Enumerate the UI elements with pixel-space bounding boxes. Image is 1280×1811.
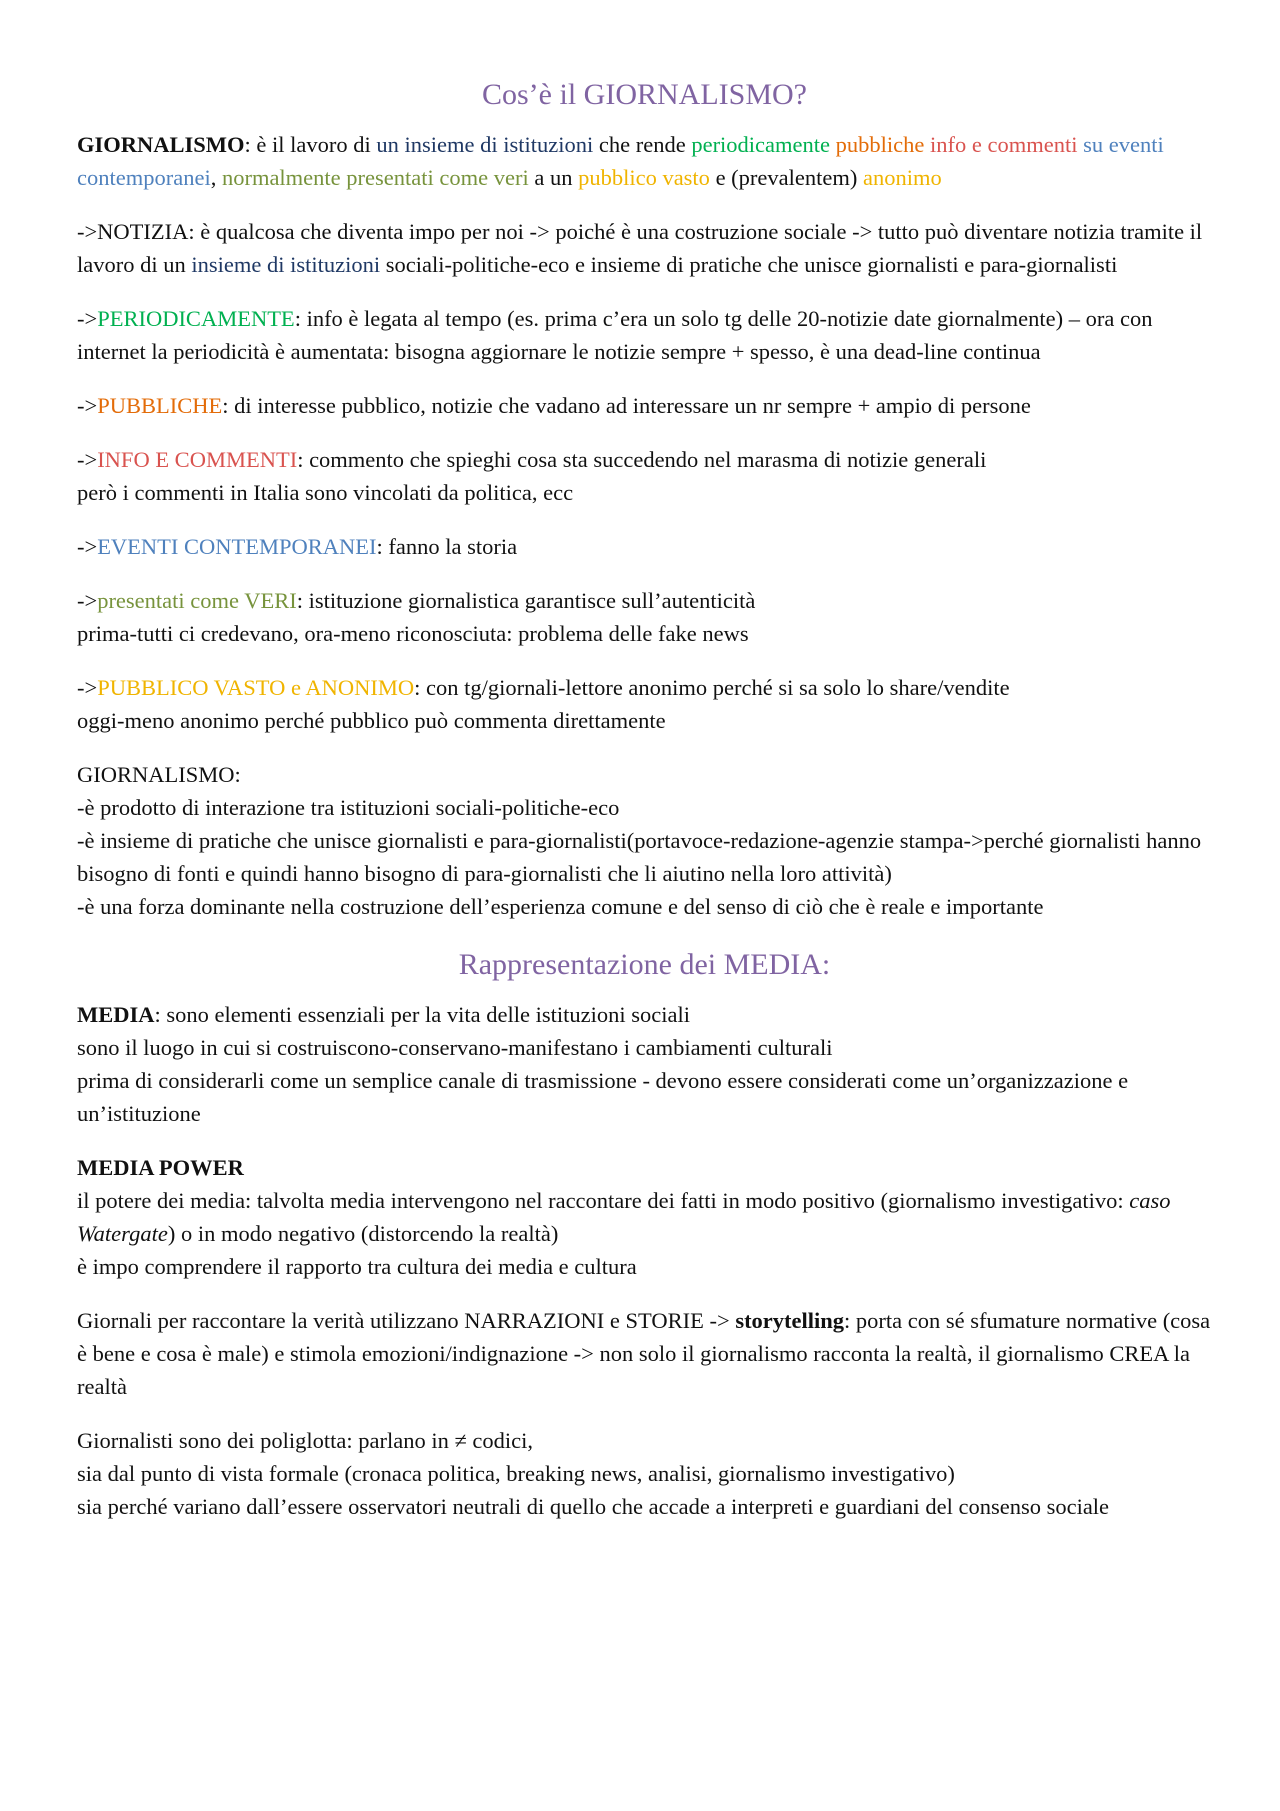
poliglotta-paragraph: Giornalisti sono dei poliglotta: parlano in ≠ codici, sia dal punto di vista formale (cronaca politica, breaking news, analisi, giornalismo investigativo) sia perché variano dall’essere osservatori neutrali di quello che accade a interpreti e guardiani del consenso sociale bbox=[77, 1428, 1110, 1519]
periodicamente-paragraph: ->PERIODICAMENTE: info è legata al tempo (es. prima c’era un solo tg delle 20-notizie date giornalmente) – ora con internet la periodicità è aumentata: bisogna aggiornare le notizie sempre + spesso, è una dead-line continua bbox=[77, 306, 1153, 364]
notizia-paragraph: ->NOTIZIA: è qualcosa che diventa impo per noi -> poiché è una costruzione sociale -> tutto può diventare notizia tramite il lavoro di un insieme di istituzioni sociali-politiche-eco e insieme di pratiche che unisce giornalisti e para-giornalisti bbox=[77, 219, 1203, 277]
highlight-istituzioni-2: insieme di istituzioni bbox=[191, 252, 381, 277]
info-paragraph: ->INFO E COMMENTI: commento che spieghi cosa sta succedendo nel marasma di notizie generali però i commenti in Italia sono vincolati da politica, ecc bbox=[77, 447, 987, 505]
eventi-key: EVENTI CONTEMPORANEI bbox=[97, 534, 377, 559]
veri-key: presentati come VERI bbox=[97, 588, 297, 613]
media-power-paragraph: MEDIA POWER il potere dei media: talvolta media intervengono nel raccontare dei fatti in modo positivo (giornalismo investigativo: caso Watergate) o in modo negativo (distorcendo la realtà) è impo comprendere il rapporto tra cultura dei media e cultura bbox=[77, 1151, 1212, 1283]
storytelling-term: storytelling bbox=[735, 1308, 845, 1333]
eventi-paragraph: ->EVENTI CONTEMPORANEI: fanno la storia bbox=[77, 534, 518, 559]
highlight-eventi: su eventi contemporanei bbox=[77, 132, 1164, 190]
media-power-heading: MEDIA POWER bbox=[77, 1155, 244, 1180]
highlight-pubblico-vasto: pubblico vasto bbox=[578, 165, 710, 190]
highlight-anonimo: anonimo bbox=[862, 165, 942, 190]
vasto-key: PUBBLICO VASTO e ANONIMO bbox=[97, 675, 415, 700]
watergate-reference: caso Watergate bbox=[77, 1188, 1171, 1246]
definition-paragraph: GIORNALISMO: è il lavoro di un insieme di istituzioni che rende periodicamente pubbliche info e commenti su eventi contemporanei, normalmente presentati come veri a un pubblico vasto e (prevalentem) anonimo bbox=[77, 132, 1164, 190]
document-content bbox=[77, 74, 1212, 1544]
storytelling-paragraph: Giornali per raccontare la verità utilizzano NARRAZIONI e STORIE -> storytelling: porta con sé sfumature normative (cosa è bene e cosa è male) e stimola emozioni/indignazione -> non solo il giornalismo racconta la realtà, il giornalismo CREA la realtà bbox=[77, 1308, 1211, 1399]
highlight-istituzioni: un insieme di istituzioni bbox=[376, 132, 594, 157]
definition-term: GIORNALISMO bbox=[77, 132, 245, 157]
media-paragraph: MEDIA: sono elementi essenziali per la vita delle istituzioni sociali sono il luogo in cui si costruiscono-conservano-manifestano i cambiamenti culturali prima di considerarli come un semplice canale di trasmissione - devono essere considerati come un’organizzazione e un’istituzione bbox=[77, 1002, 1129, 1126]
page-title: Cos’è il GIORNALISMO? bbox=[482, 78, 807, 111]
highlight-veri: normalmente presentati come veri bbox=[221, 165, 529, 190]
media-term: MEDIA bbox=[77, 1002, 155, 1027]
section-title-media: Rappresentazione dei MEDIA: bbox=[458, 948, 831, 981]
pubbliche-paragraph: ->PUBBLICHE: di interesse pubblico, notizie che vadano ad interessare un nr sempre + ampio di persone bbox=[77, 393, 1031, 418]
info-key: INFO E COMMENTI bbox=[97, 447, 298, 472]
vasto-paragraph: ->PUBBLICO VASTO e ANONIMO: con tg/giornali-lettore anonimo perché si sa solo lo share/vendite oggi-meno anonimo perché pubblico può commenta direttamente bbox=[77, 675, 1010, 733]
veri-paragraph: ->presentati come VERI: istituzione giornalistica garantisce sull’autenticità prima-tutti ci credevano, ora-meno riconosciuta: problema delle fake news bbox=[77, 588, 756, 646]
highlight-periodicamente: periodicamente bbox=[691, 132, 831, 157]
summary-paragraph: GIORNALISMO: -è prodotto di interazione tra istituzioni sociali-politiche-eco -è insieme di pratiche che unisce giornalisti e para-giornalisti(portavoce-redazione-agenzie stampa->perché giornalisti hanno bisogno di fonti e quindi hanno bisogno di para-giornalisti che li aiutino nella loro attività) -è una forza dominante nella costruzione dell’esperienza comune e del senso di ciò che è reale e importante bbox=[77, 758, 1212, 923]
highlight-info-commenti: info e commenti bbox=[930, 132, 1078, 157]
periodicamente-key: PERIODICAMENTE bbox=[97, 306, 295, 331]
pubbliche-key: PUBBLICHE bbox=[97, 393, 223, 418]
highlight-pubbliche: pubbliche bbox=[835, 132, 925, 157]
summary-heading: GIORNALISMO: bbox=[77, 762, 241, 787]
